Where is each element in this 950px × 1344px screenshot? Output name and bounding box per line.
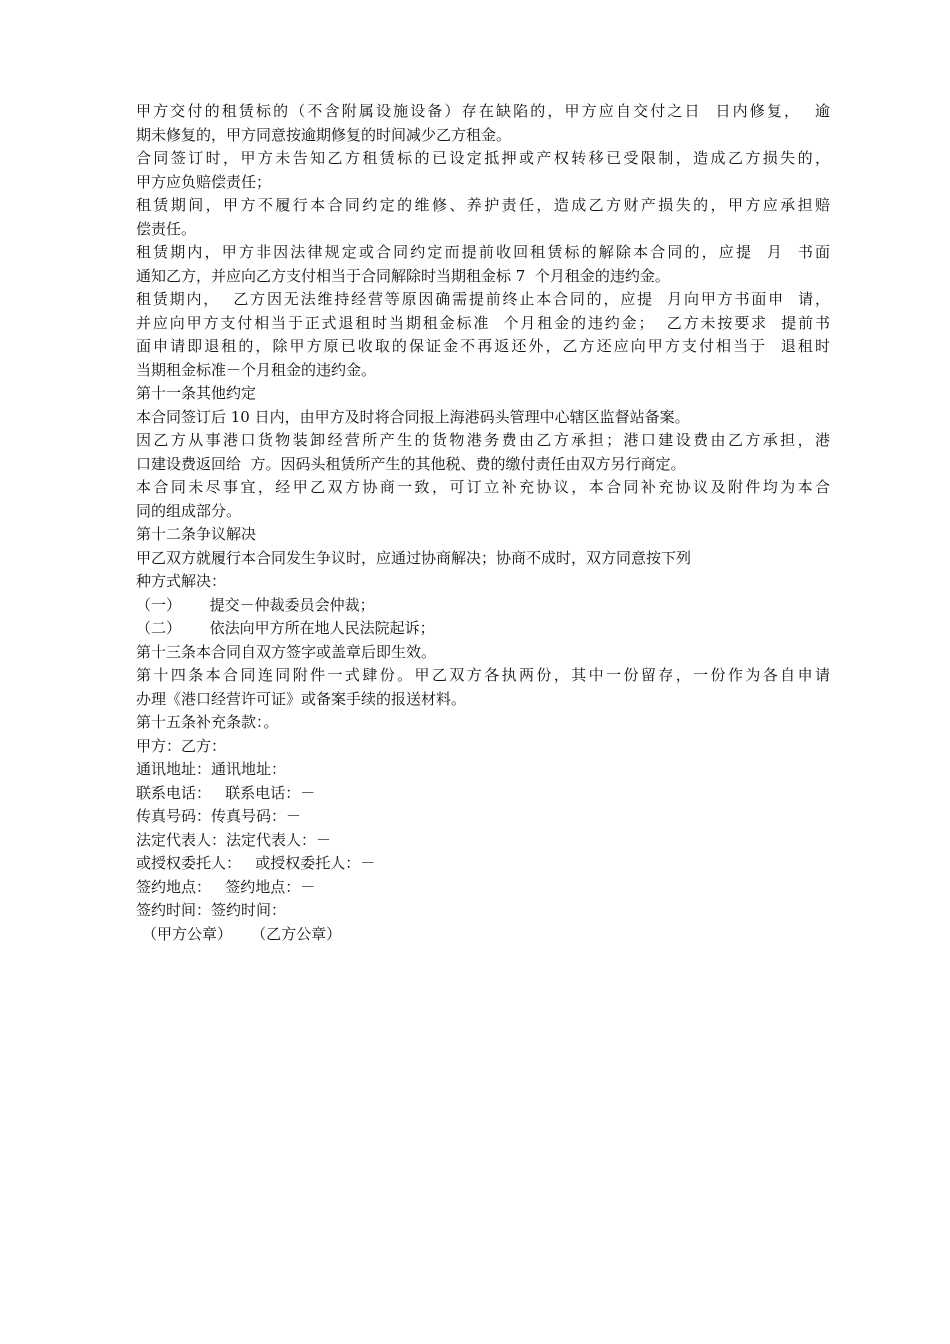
text-line: 或授权委托人： 或授权委托人：－ bbox=[136, 854, 376, 872]
text-line: 甲方交付的租赁标的（不含附属设施设备）存在缺陷的，甲方应自交付之日 日内修复， 逾 bbox=[136, 102, 830, 120]
text-line: 本合同签订后 10 日内，由甲方及时将合同报上海港码头管理中心辖区监督站备案。 bbox=[136, 407, 690, 426]
text-line: 签约地点： 签约地点：－ bbox=[136, 877, 316, 896]
text-line: 联系电话： 联系电话：－ bbox=[136, 783, 316, 802]
text-line: 本合同未尽事宜，经甲乙双方协商一致，可订立补充协议，本合同补充协议及附件均为本合 bbox=[136, 478, 830, 496]
text-line: 租赁期内， 乙方因无法维持经营等原因确需提前终止本合同的，应提 月向甲方书面申 请， bbox=[136, 290, 830, 308]
text-line: 当期租金标准－个月租金的违约金。 bbox=[136, 360, 377, 379]
text-line: 签约时间：签约时间： bbox=[136, 901, 287, 919]
text-line: 租赁期内，甲方非因法律规定或合同约定而提前收回租赁标的解除本合同的，应提 月 书面 bbox=[136, 243, 830, 261]
text-line: 甲方应负赔偿责任； bbox=[136, 172, 272, 191]
text-line: 口建设费返回给 方。因码头租赁所产生的其他税、费的缴付责任由双方另行商定。 bbox=[136, 454, 686, 473]
text-line: 通讯地址：通讯地址： bbox=[136, 760, 287, 778]
text-line: 种方式解决： bbox=[136, 572, 227, 590]
text-line: 第十一条其他约定 bbox=[136, 384, 257, 402]
text-line: 第十五条补充条款：。 bbox=[136, 713, 279, 731]
text-line: 第十二条争议解决 bbox=[136, 525, 257, 543]
text-line: 面申请即退租的，除甲方原已收取的保证金不再返还外，乙方还应向甲方支付相当于 退租时 bbox=[136, 337, 830, 355]
text-line: 租赁期间，甲方不履行本合同约定的维修、养护责任，造成乙方财产损失的，甲方应承担赔 bbox=[136, 196, 830, 214]
contract-page bbox=[136, 100, 830, 946]
text-line: 同的组成部分。 bbox=[136, 501, 242, 520]
party-b-seal: （乙方公章） bbox=[251, 924, 342, 943]
text-line: 期未修复的，甲方同意按逾期修复的时间减少乙方租金。 bbox=[136, 125, 512, 144]
text-line: 并应向甲方支付相当于正式退租时当期租金标准 个月租金的违约金； 乙方未按要求 提前书 bbox=[136, 313, 830, 332]
seal-gap bbox=[232, 925, 251, 943]
text-line: 法定代表人：法定代表人：－ bbox=[136, 830, 332, 849]
text-line: 甲方：乙方： bbox=[136, 736, 227, 755]
text-line: 办理《港口经营许可证》或备案手续的报送材料。 bbox=[136, 689, 467, 708]
contract-body bbox=[136, 100, 830, 923]
text-line: 传真号码：传真号码：－ bbox=[136, 807, 302, 825]
seal-row bbox=[136, 923, 830, 947]
text-line: 偿责任。 bbox=[136, 219, 197, 238]
text-line: 合同签订时，甲方未告知乙方租赁标的已设定抵押或产权转移已受限制，造成乙方损失的， bbox=[136, 149, 830, 167]
text-line: 通知乙方，并应向乙方支付相当于合同解除时当期租金标 7 个月租金的违约金。 bbox=[136, 266, 670, 285]
text-line: 因乙方从事港口货物装卸经营所产生的货物港务费由乙方承担；港口建设费由乙方承担，港 bbox=[136, 431, 830, 449]
party-a-seal: （甲方公章） bbox=[142, 924, 233, 943]
text-line: （一） 提交－仲裁委员会仲裁； bbox=[136, 595, 375, 614]
text-line: 第十三条本合同自双方签字或盖章后即生效。 bbox=[136, 642, 437, 661]
text-line: 第十四条本合同连同附件一式肆份。甲乙双方各执两份，其中一份留存，一份作为各自申请 bbox=[136, 666, 830, 684]
text-line: 甲乙双方就履行本合同发生争议时，应通过协商解决；协商不成时，双方同意按下列 bbox=[136, 548, 692, 567]
text-line: （二） 依法向甲方所在地人民法院起诉； bbox=[136, 619, 435, 637]
